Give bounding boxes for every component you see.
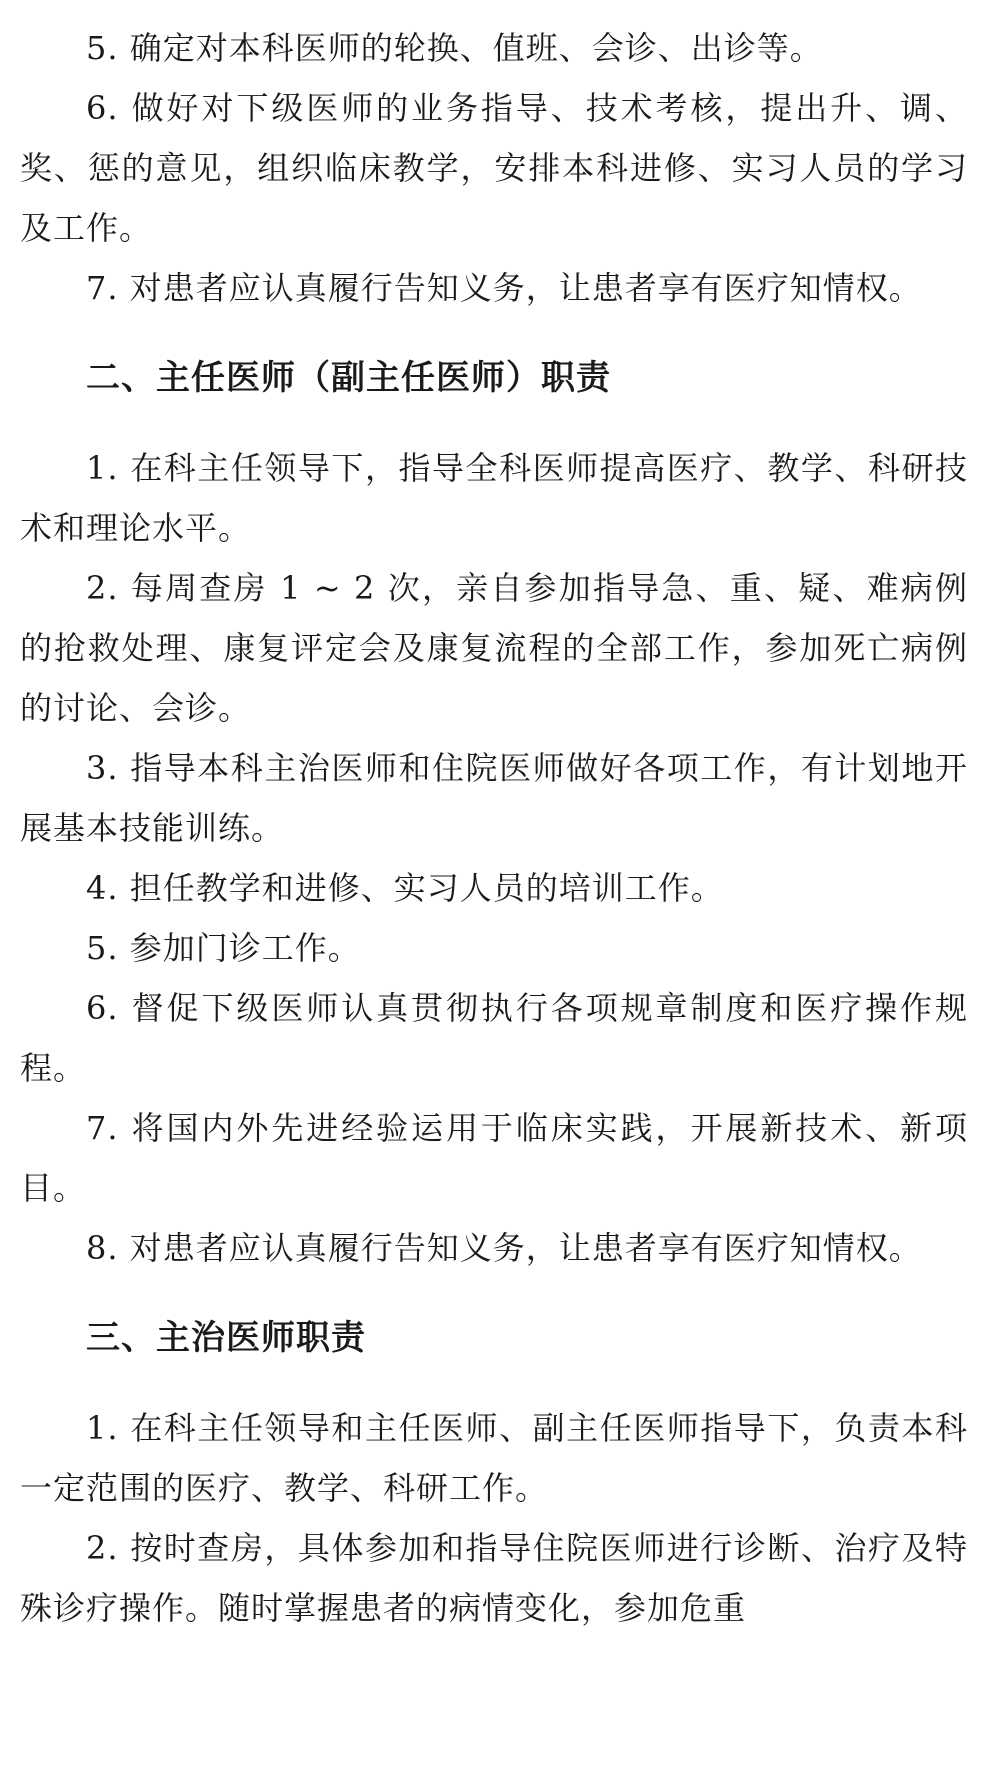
paragraph-s2-item3: 3. 指导本科主治医师和住院医师做好各项工作，有计划地开展基本技能训练。: [20, 749, 968, 847]
document-page: [20, 18, 968, 1638]
paragraph-s3-item1: 1. 在科主任领导和主任医师、副主任医师指导下，负责本科一定范围的医疗、教学、科研工作。: [20, 1409, 968, 1507]
paragraph-s2-item2: 2. 每周查房 1 ~ 2 次，亲自参加指导急、重、疑、难病例的抢救处理、康复评定会及康复流程的全部工作，参加死亡病例的讨论、会诊。: [20, 569, 968, 727]
spacer: [20, 1368, 968, 1398]
section-heading-attending-physician: 三、主治医师职责: [86, 1318, 366, 1358]
paragraph-s2-item1: 1. 在科主任领导下，指导全科医师提高医疗、教学、科研技术和理论水平。: [20, 449, 968, 547]
paragraph-s2-item8: 8. 对患者应认真履行告知义务，让患者享有医疗知情权。: [86, 1229, 922, 1267]
paragraph-s2-item6: 6. 督促下级医师认真贯彻执行各项规章制度和医疗操作规程。: [20, 989, 968, 1087]
paragraph-s1-item7: 7. 对患者应认真履行告知义务，让患者享有医疗知情权。: [86, 269, 922, 307]
section-heading-chief-physician: 二、主任医师（副主任医师）职责: [86, 358, 611, 398]
spacer: [20, 318, 968, 348]
paragraph-s2-item5: 5. 参加门诊工作。: [86, 929, 361, 967]
paragraph-s2-item4: 4. 担任教学和进修、实习人员的培训工作。: [86, 869, 724, 907]
paragraph-s3-item2: 2. 按时查房，具体参加和指导住院医师进行诊断、治疗及特殊诊疗操作。随时掌握患者的病情变化，参加危重: [20, 1529, 968, 1627]
spacer: [20, 1278, 968, 1308]
paragraph-s1-item6: 6. 做好对下级医师的业务指导、技术考核，提出升、调、奖、惩的意见，组织临床教学，安排本科进修、实习人员的学习及工作。: [20, 89, 968, 247]
paragraph-s2-item7: 7. 将国内外先进经验运用于临床实践，开展新技术、新项目。: [20, 1109, 968, 1207]
paragraph-s1-item5: 5. 确定对本科医师的轮换、值班、会诊、出诊等。: [86, 29, 823, 67]
spacer: [20, 408, 968, 438]
